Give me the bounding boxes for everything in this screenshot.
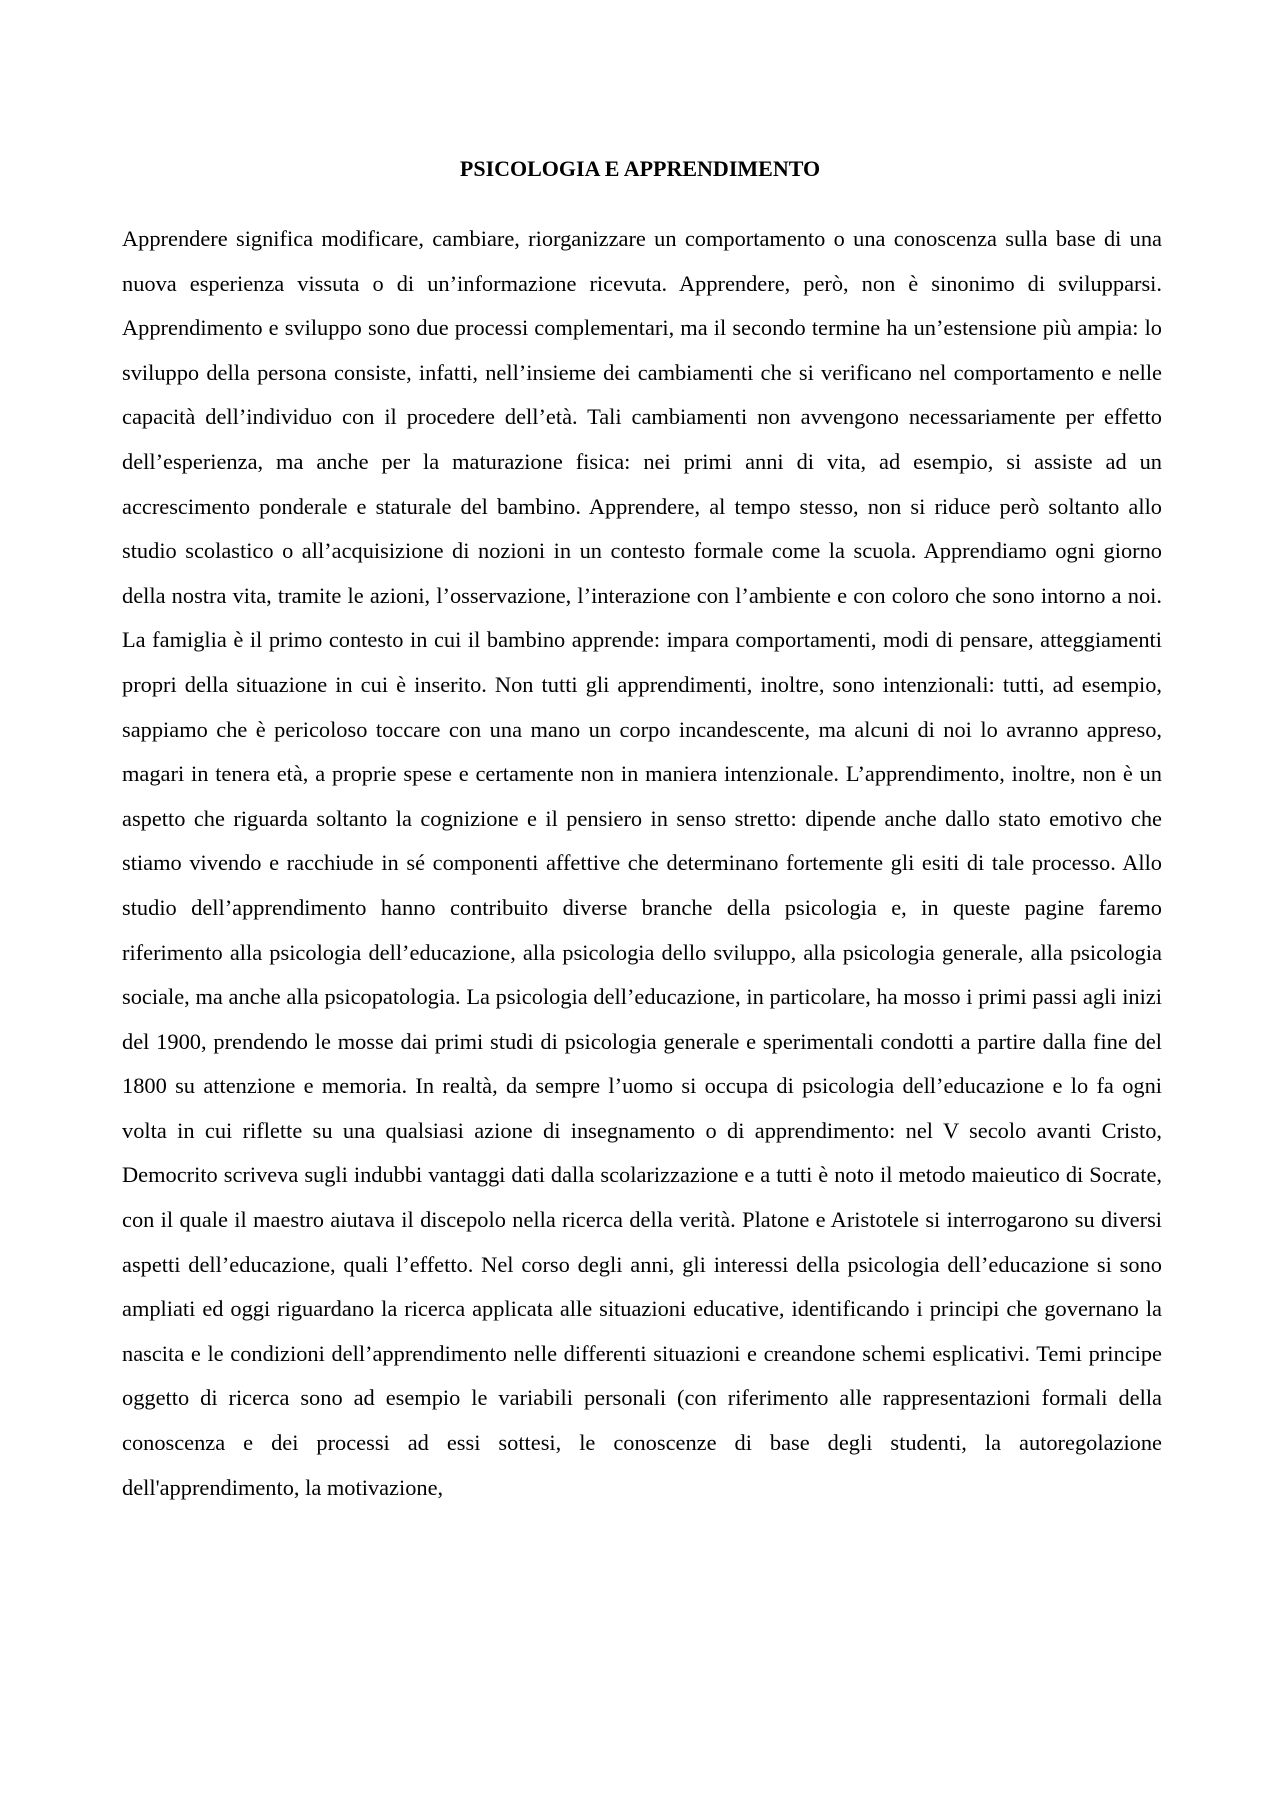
document-title: PSICOLOGIA E APPRENDIMENTO (459, 156, 821, 181)
document-body-paragraph: Apprendere significa modificare, cambiare, riorganizzare un comportamento o una conoscenza sulla base di una nuova esperienza vissuta o di un’informazione ricevuta. Apprendere, però, non è sinonimo di svilupparsi. Apprendimento e sviluppo sono due processi complementari, ma il secondo termine ha un’estensione più ampia: lo sviluppo della persona consiste, infatti, nell’insieme dei cambiamenti che si verificano nel comportamento e nelle capacità dell’individuo con il procedere dell’età. Tali cambiamenti non avvengono necessariamente per effetto dell’esperienza, ma anche per la maturazione fisica: nei primi anni di vita, ad esempio, si assiste ad un accrescimento ponderale e staturale del bambino. Apprendere, al tempo stesso, non si riduce però soltanto allo studio scolastico o all’acquisizione di nozioni in un contesto formale come la scuola. Apprendiamo ogni giorno della nostra vita, tramite le azioni, l’osservazione, l’interazione con l’ambiente e con coloro che sono intorno a noi. La famiglia è il primo contesto in cui il bambino apprende: impara comportamenti, modi di pensare, atteggiamenti propri della situazione in cui è inserito. Non tutti gli apprendimenti, inoltre, sono intenzionali: tutti, ad esempio, sappiamo che è pericoloso toccare con una mano un corpo incandescente, ma alcuni di noi lo avranno appreso, magari in tenera età, a proprie spese e certamente non in maniera intenzionale. L’apprendimento, inoltre, non è un aspetto che riguarda soltanto la cognizione e il pensiero in senso stretto: dipende anche dallo stato emotivo che stiamo vivendo e racchiude in sé componenti affettive che determinano fortemente gli esiti di tale processo. Allo studio dell’apprendimento hanno contribuito diverse branche della psicologia e, in queste pagine faremo riferimento alla psicologia dell’educazione, alla psicologia dello sviluppo, alla psicologia generale, alla psicologia sociale, ma anche alla psicopatologia. La psicologia dell’educazione, in particolare, ha mosso i primi passi agli inizi del 1900, prendendo le mosse dai primi studi di psicologia generale e sperimentali condotti a partire dalla fine del 1800 su attenzione e memoria. In realtà, da sempre l’uomo si occupa di psicologia dell’educazione e lo fa ogni volta in cui riflette su una qualsiasi azione di insegnamento o di apprendimento: nel V secolo avanti Cristo, Democrito scriveva sugli indubbi vantaggi dati dalla scolarizzazione e a tutti è noto il metodo maieutico di Socrate, con il quale il maestro aiutava il discepolo nella ricerca della verità. Platone e Aristotele si interrogarono su diversi aspetti dell’educazione, quali l’effetto. Nel corso degli anni, gli interessi della psicologia dell’educazione si sono ampliati ed oggi riguardano la ricerca applicata alle situazioni educative, identificando i principi che governano la nascita e le condizioni dell’apprendimento nelle differenti situazioni e creandone schemi esplicativi. Temi principe oggetto di ricerca sono ad esempio le variabili personali (con riferimento alle rappresentazioni formali della conoscenza e dei processi ad essi sottesi, le conoscenze di base degli studenti, la autoregolazione dell'apprendimento, la motivazione, (122, 226, 1162, 1500)
